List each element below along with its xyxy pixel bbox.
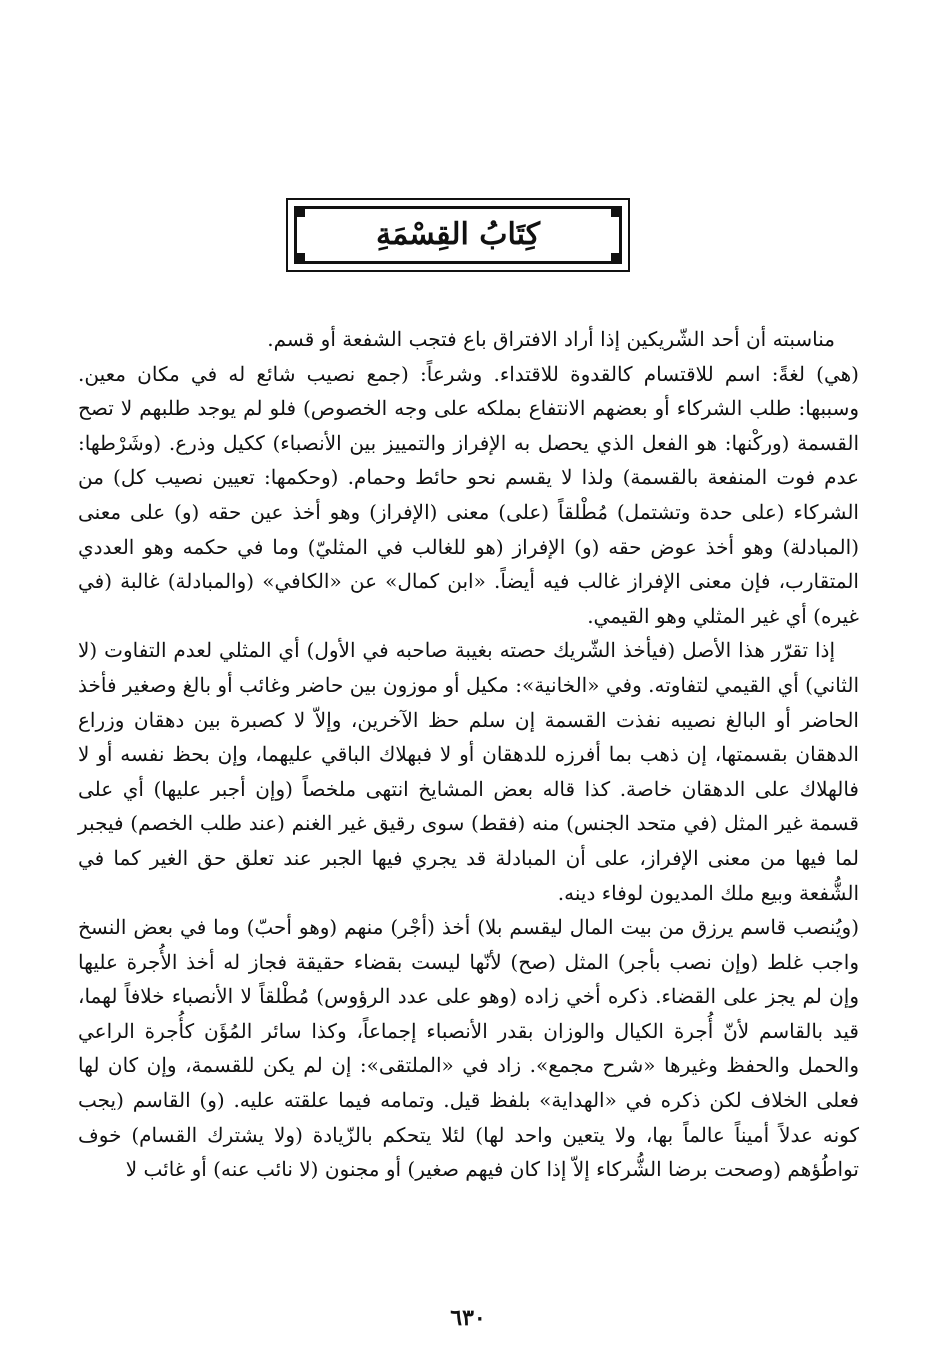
paragraph: (ويُنصب قاسم يرزق من بيت المال ليقسم بلا) أخذ (أجْر) منهم (وهو أحبّ) وما في بعض النسخ واجب غلط (وإن نصب بأجر) المثل (صح) لأنّها ليست بقضاء حقيقة فجاز له أخذ الأُجرة عليها وإن لم يجز على القضاء. ذكره أخي زاده (وهو على عدد الرؤوس) مُطْلقاً لا الأنصباء خلافاً لهما، قيد بالقاسم لأنّ أُجرة الكيال والوزان بقدر الأنصباء إجماعاً، وكذا سائر المُؤَن كأُجرة الراعي والحمل والحفظ وغيرها «شرح مجمع». زاد في «الملتقى»: إن لم يكن للقسمة، وإن كان لها فعلى الخلاف لكن ذكره في «الهداية» بلفظ قيل. وتمامه فيما علقته عليه. (و) القاسم (يجب كونه عدلاً أميناً عالماً بها، ولا يتعين واحد لها) لئلا يتحكم بالزّيادة (ولا يشترك القسام) خوف تواطُؤهم (وصحت برضا الشُّركاء إلاّ إذا كان فيهم صغير) أو مجنون (لا نائب عنه) أو غائب لا xyxy=(78,915,860,1182)
page-number: ٦٣٠ xyxy=(450,1305,486,1331)
paragraph: إذا تقرّر هذا الأصل (فيأخذ الشّريك حصته بغيبة صاحبه في الأول) أي المثلي لعدم التفاوت (لا الثاني) أي القيمي لتفاوته. وفي «الخانية»: مكيل أو موزون بين حاضر وغائب أو بالغ وصغير فأخذ الحاضر أو البالغ نصيبه نفذت القسمة إن سلم حظ الآخرين، وإلاّ لا كصبرة بين دهقان وزراع الدهقان بقسمتها، إن ذهب بما أفرزه للدهقان أو لا فبهلاك الباقي عليهما، وإن بحظ نفسه أو لا فالهلاك على الدهقان خاصة. كذا قاله بعض المشايخ انتهى ملخصاً (وإن أجبر عليها) أي على قسمة غير المثل (في متحد الجنس) منه (فقط) سوى رقيق غير الغنم (عند طلب الخصم) فيجبر لما فيها من معنى الإفراز، على أن المبادلة قد يجري فيها الجبر عند تعلق حق الغير كما في الشُّفعة وبيع ملك المديون لوفاء دينه. xyxy=(78,638,859,905)
body-text xyxy=(78,322,859,1187)
frame-corner-ornament xyxy=(296,253,305,262)
paragraph: مناسبته أن أحد الشّريكين إذا أراد الافتراق باع فتجب الشفعة أو قسم. xyxy=(267,327,835,351)
chapter-title: كِتَابُ القِسْمَةِ xyxy=(375,217,540,252)
chapter-title-inner-frame xyxy=(294,206,622,264)
frame-corner-ornament xyxy=(296,208,305,217)
frame-corner-ornament xyxy=(611,253,620,262)
paragraph: (هي) لغةً: اسم للاقتسام كالقدوة للاقتداء. وشرعاً: (جمع نصيب شائع له في مكان معين. وسببها: طلب الشركاء أو بعضهم الانتفاع بملكه على وجه الخصوص) فلو لم يوجد طلبهم لا تصح القسمة (وركْنها: هو الفعل الذي يحصل به الإفراز والتمييز بين الأنصباء) ككيل وذرع. (وشَرْطها: عدم فوت المنفعة بالقسمة) ولذا لا يقسم نحو حائط وحمام. (وحكمها: تعيين نصيب كل) من الشركاء (على حدة وتشتمل) مُطْلقاً (على) معنى (الإفراز) وهو أخذ عين حقه (و) على معنى (المبادلة) وهو أخذ عوض حقه (و) الإفراز (هو للغالب في المثليّ) وما في حكمه وهو العددي المتقارب، فإن معنى الإفراز غالب فيه أيضاً. «ابن كمال» عن «الكافي» (والمبادلة) غالبة (في غيره) أي غير المثلي وهو القيمي. xyxy=(78,361,860,628)
chapter-title-frame xyxy=(286,198,630,272)
frame-corner-ornament xyxy=(611,208,620,217)
